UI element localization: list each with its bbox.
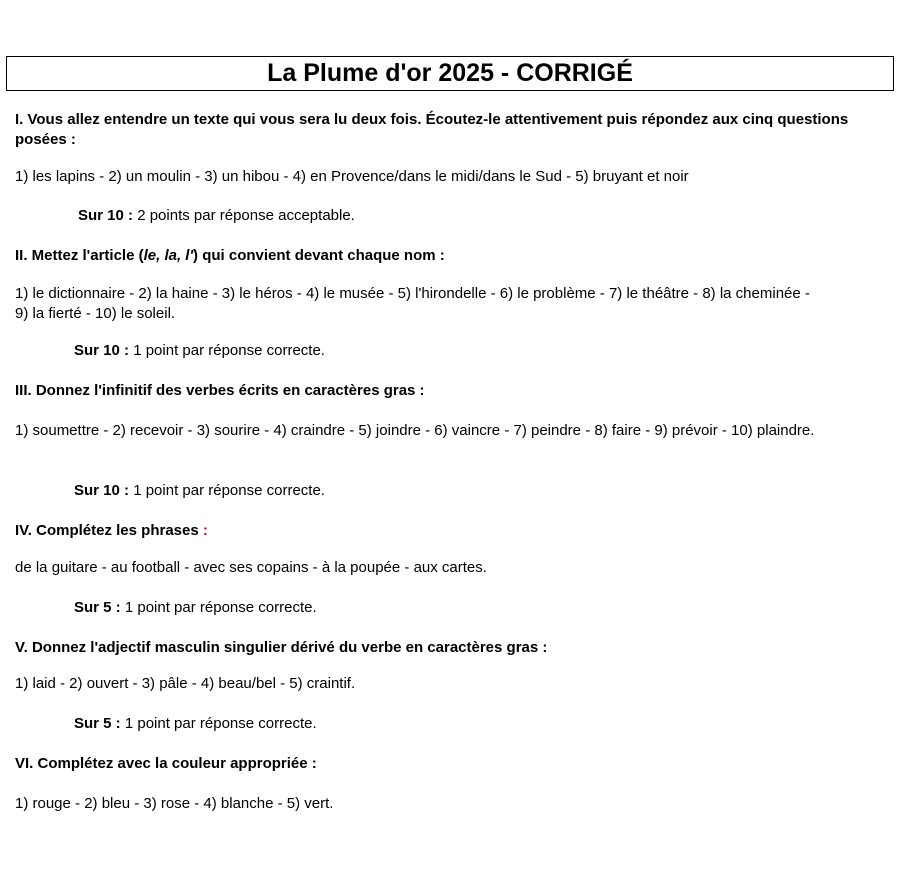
section-2-answers: 1) le dictionnaire - 2) la haine - 3) le héros - 4) le musée - 5) l'hirondelle - 6) le problème - 7) le théâtre - 8) la cheminée - 9) la fierté - 10) le soleil. (15, 285, 810, 322)
section-2-heading-pre: II. Mettez l'article ( (15, 247, 144, 264)
section-2-score-label: Sur 10 : (74, 342, 130, 359)
section-3-score-label: Sur 10 : (74, 482, 130, 499)
section-6-answers: 1) rouge - 2) bleu - 3) rose - 4) blanche - 5) vert. (15, 795, 334, 812)
section-4-heading (15, 521, 882, 541)
page-title: La Plume d'or 2025 - CORRIGÉ (6, 56, 894, 91)
section-4-score-text: 1 point par réponse correcte. (120, 599, 317, 616)
section-2-heading-post: ) qui convient devant chaque nom : (193, 247, 445, 264)
section-3-score (74, 481, 325, 501)
section-1-score-text: 2 points par réponse acceptable. (133, 207, 355, 224)
section-3-answers: 1) soumettre - 2) recevoir - 3) sourire - 4) craindre - 5) joindre - 6) vaincre - 7) peindre - 8) faire - 9) prévoir - 10) plaindre. (15, 422, 815, 439)
section-2-score (74, 341, 325, 361)
section-5-answers: 1) laid - 2) ouvert - 3) pâle - 4) beau/bel - 5) craintif. (15, 675, 356, 692)
section-1-score (78, 206, 355, 226)
section-3-heading: III. Donnez l'infinitif des verbes écrits en caractères gras : (15, 382, 425, 399)
section-2-score-text: 1 point par réponse correcte. (129, 342, 325, 359)
section-4-heading-text: IV. Complétez les phrases (15, 522, 203, 539)
section-1-heading: I. Vous allez entendre un texte qui vous sera lu deux fois. Écoutez-le attentivement puis répondez aux cinq questions posées : (15, 111, 849, 148)
section-4-score (74, 598, 317, 618)
section-6-heading: VI. Complétez avec la couleur appropriée : (15, 755, 317, 772)
section-4-heading-colon: : (202, 522, 208, 539)
section-5-heading: V. Donnez l'adjectif masculin singulier dérivé du verbe en caractères gras : (15, 639, 548, 656)
section-5-score-text: 1 point par réponse correcte. (120, 715, 317, 732)
section-5-score (74, 714, 317, 734)
section-4-score-label: Sur 5 : (74, 599, 121, 616)
section-3-score-text: 1 point par réponse correcte. (129, 482, 325, 499)
section-1-score-label: Sur 10 : (78, 207, 134, 224)
section-5-score-label: Sur 5 : (74, 715, 121, 732)
section-2-heading-articles: le, la, l' (143, 247, 194, 264)
section-2-heading (15, 246, 882, 266)
section-1-answers: 1) les lapins - 2) un moulin - 3) un hibou - 4) en Provence/dans le midi/dans le Sud - 5) bruyant et noir (15, 168, 689, 185)
section-4-answers: de la guitare - au football - avec ses copains - à la poupée - aux cartes. (15, 559, 487, 576)
